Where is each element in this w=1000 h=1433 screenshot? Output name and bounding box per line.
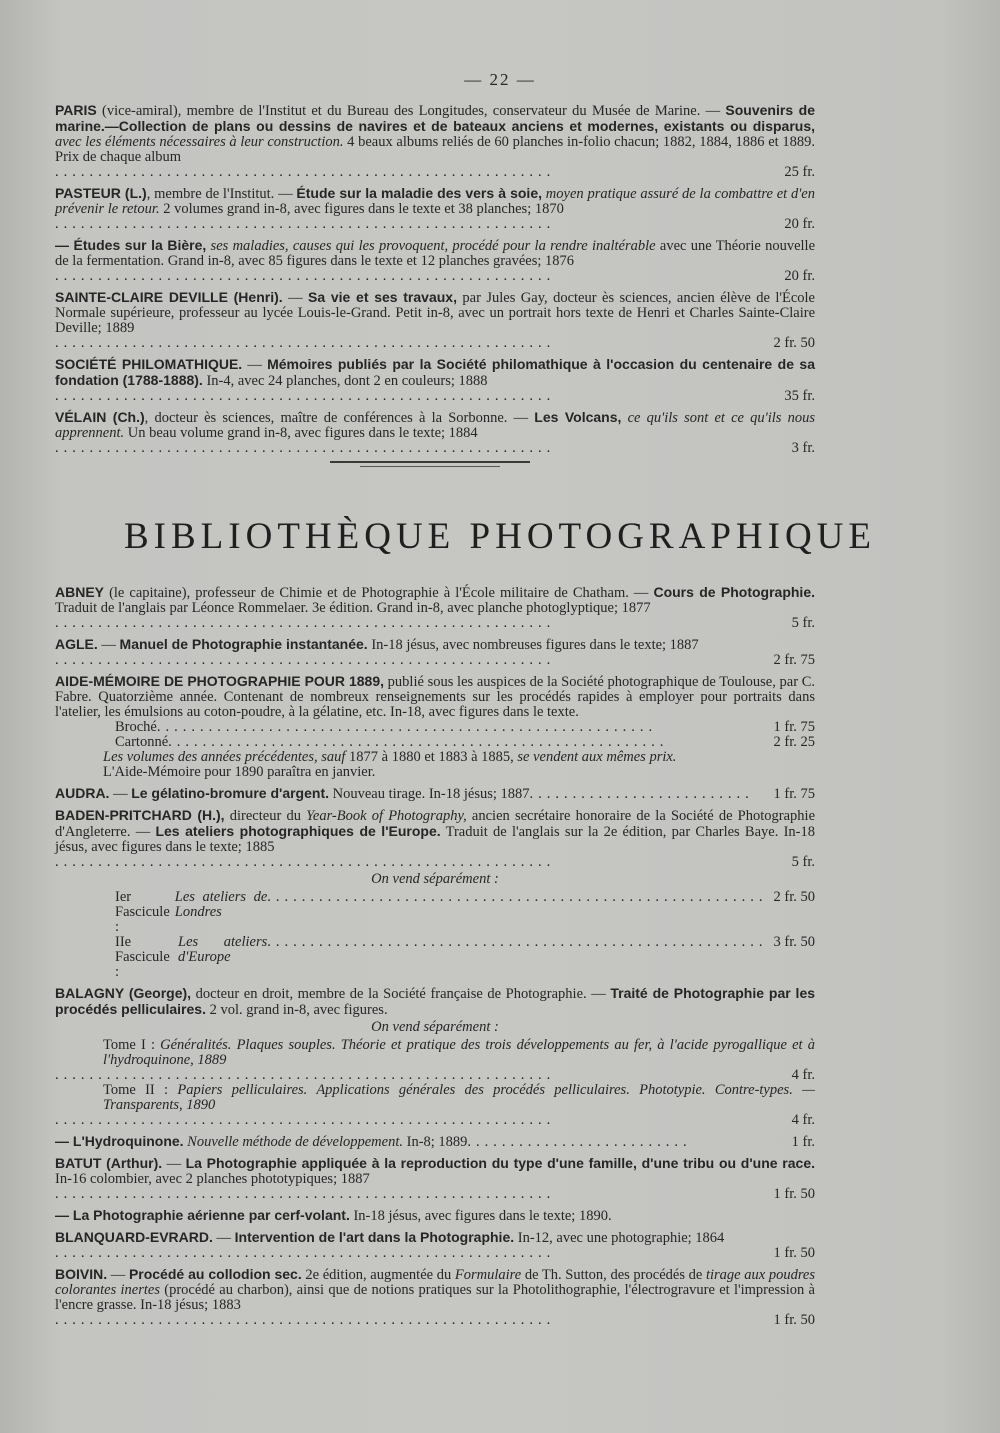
entry-title: Les ateliers photographiques de l'Europe.: [155, 823, 441, 839]
binding-option-broche: Broché .......................................................... 1 fr. 75: [115, 719, 815, 735]
sold-separately-label: On vend séparément :: [371, 871, 499, 887]
entry-title: — La Photographie aérienne par cerf-volant.: [55, 1207, 350, 1223]
top-catalog-section: [55, 103, 815, 462]
entry-price: 2 fr. 50: [773, 889, 815, 905]
entry-price: 2 fr. 75: [773, 652, 815, 668]
entry-title: Souvenirs de marine.—Collection de plans ou dessins de navires et de bateaux anciens et modernes, existants ou disparus,: [55, 102, 815, 134]
volume-item: Tome II : Papiers pelliculaires. Applications générales des procédés pelliculaires. Phototypie. Contre-types. — Transparents, 1890: [103, 1082, 815, 1113]
entry-note: Les volumes des années précédentes, sauf 1877 à 1880 et 1883 à 1885, se vendent aux mêmes prix.: [103, 749, 677, 765]
entry-author: PASTEUR (L.): [55, 185, 147, 201]
entry-price: 20 fr.: [784, 268, 815, 284]
catalog-entry-pasteur: PASTEUR (L.), membre de l'Institut. — Étude sur la maladie des vers à soie, moyen pratique assuré de la combattre et d'en prévenir le retour. 2 volumes grand in-8, avec figures dans le texte et 38 planches; 1870 .......................................................... 20 fr.: [55, 185, 815, 232]
entry-price: 2 fr. 25: [773, 734, 815, 750]
entry-price: 1 fr. 50: [773, 1312, 815, 1328]
catalog-entry-balagny: BALAGNY (George), docteur en droit, membre de la Société française de Photographie. — Traité de Photographie par les procédés pelliculaires. 2 vol. grand in-8, avec figures. On vend séparément : Tome I : Généralités. Plaques souples. Théorie et pratique des trois développements au fer, à l'acide pyrogallique et à l'hydroquinone, 1889 .......................................................... 4 fr. Tome II : Papiers pelliculaires. Applications générales des procédés pelliculaires. Phototypie. Contre-types. — Transparents, 1890 .......................................................... 4 fr.: [55, 985, 816, 1128]
entry-note: L'Aide-Mémoire pour 1890 paraîtra en janvier.: [103, 764, 376, 780]
entry-price: 4 fr.: [791, 1067, 815, 1083]
entry-price: 20 fr.: [784, 216, 815, 232]
catalog-entry-hydroquinone: — L'Hydroquinone. Nouvelle méthode de développement. In-8; 1889 .......................... 1 fr.: [55, 1133, 815, 1150]
section-divider: [330, 461, 530, 463]
entry-author: AGLE.: [55, 636, 98, 652]
volume-item: Tome I : Généralités. Plaques souples. Théorie et pratique des trois développements au fer, à l'acide pyrogallique et à l'hydroquinone, 1889: [103, 1037, 815, 1068]
entry-title: Le gélatino-bromure d'argent.: [131, 785, 329, 801]
catalog-entry-velain: VÉLAIN (Ch.), docteur ès sciences, maître de conférences à la Sorbonne. — Les Volcans, ce qu'ils sont et ce qu'ils nous apprennent. Un beau volume grand in-8, avec figures dans le texte; 1884 .......................................................... 3 fr.: [55, 409, 816, 456]
entry-title: AIDE-MÉMOIRE DE PHOTOGRAPHIE POUR 1889,: [55, 673, 384, 689]
catalog-entry-abney: ABNEY (le capitaine), professeur de Chimie et de Photographie à l'École militaire de Chatham. — Cours de Photographie. Traduit de l'anglais par Léonce Rommelaer. 3e édition. Grand in-8, avec planche photoglyptique; 1877 .......................................................... 5 fr.: [55, 584, 815, 631]
entry-price: 5 fr.: [791, 854, 815, 870]
entry-author: BATUT (Arthur).: [55, 1155, 163, 1171]
entry-author: ABNEY: [55, 584, 105, 600]
entry-title: Les Volcans,: [534, 409, 622, 425]
entry-author: VÉLAIN (Ch.): [55, 409, 145, 425]
catalog-entry-boivin: BOIVIN. — Procédé au collodion sec. 2e édition, augmentée du Formulaire de Th. Sutton, des procédés de tirage aux poudres colorantes inertes (procédé au charbon), ainsi que de notions pratiques sur la Photolithographie, l'électrogravure et l'impression à l'encre grasse. In-18 jésus; 1883 .......................................................... 1 fr. 50: [55, 1266, 816, 1328]
entry-price: 5 fr.: [791, 615, 815, 631]
entry-price: 1 fr. 50: [773, 1186, 815, 1202]
catalog-entry-societe-philomathique: SOCIÉTÉ PHILOMATHIQUE. — Mémoires publiés par la Société philomathique à l'occasion du centenaire de sa fondation (1788-1888). In-4, avec 24 planches, dont 2 en couleurs; 1888 .......................................................... 35 fr.: [55, 356, 816, 404]
entry-title: Manuel de Photographie instantanée.: [119, 636, 368, 652]
fascicule-item: IIe Fascicule : Les ateliers d'Europe .......................................................... 3 fr. 50: [115, 934, 815, 980]
entry-title: Mémoires publiés par la Société philomathique à l'occasion du centenaire de sa fondation (1788-1888).: [55, 356, 816, 388]
entry-title: Cours de Photographie.: [653, 584, 815, 600]
entry-author: AUDRA.: [55, 785, 110, 801]
entry-price: 4 fr.: [791, 1112, 815, 1128]
binding-option-cartonne: Cartonné .......................................................... 2 fr. 25: [115, 734, 815, 750]
entry-title: Sa vie et ses travaux,: [308, 289, 457, 305]
entry-author: SAINTE-CLAIRE DEVILLE (Henri).: [55, 289, 283, 305]
entry-author: PARIS: [55, 102, 97, 118]
catalog-entry-batut: BATUT (Arthur). — La Photographie appliquée à la reproduction du type d'une famille, d'une tribu ou d'une race. In-16 colombier, avec 2 planches phototypiques; 1887 .......................................................... 1 fr. 50: [55, 1155, 815, 1202]
section-title: BIBLIOTHÈQUE PHOTOGRAPHIQUE: [124, 516, 876, 557]
page-number: — 22 —: [464, 70, 536, 89]
entry-author: BALAGNY (George),: [55, 985, 192, 1001]
entry-title: Étude sur la maladie des vers à soie,: [296, 185, 542, 201]
catalog-entry-paris: PARIS (vice-amiral), membre de l'Institut et du Bureau des Longitudes, conservateur du Musée de Marine. — Souvenirs de marine.—Collection de plans ou dessins de navires et de bateaux anciens et modernes, existants ou disparus, avec les éléments nécessaires à leur construction. 4 beaux albums reliés de 60 planches in-folio chacun; 1882, 1884, 1886 et 1889. Prix de chaque album .......................................................... 25 fr.: [55, 102, 815, 180]
photographic-library-section: [55, 585, 815, 1334]
entry-price: 3 fr.: [791, 440, 815, 456]
catalog-entry-batut-aerienne: — La Photographie aérienne par cerf-volant. In-18 jésus, avec figures dans le texte; 1890.: [55, 1207, 612, 1224]
entry-price: 2 fr. 50: [773, 335, 815, 351]
entry-title: Procédé au collodion sec.: [128, 1266, 302, 1282]
entry-author: BOIVIN.: [55, 1266, 108, 1282]
section-divider-thin: [360, 466, 500, 467]
entry-author: BLANQUARD-EVRARD.: [55, 1229, 213, 1245]
catalog-entry-pasteur-biere: — Études sur la Bière, ses maladies, causes qui les provoquent, procédé pour la rendre inaltérable avec une Théorie nouvelle de la fermentation. Grand in-8, avec 85 figures dans le texte et 12 planches gravées; 1876 .......................................................... 20 fr.: [55, 237, 816, 284]
entry-price: 3 fr. 50: [773, 934, 815, 950]
entry-title: La Photographie appliquée à la reproduction du type d'une famille, d'une tribu ou d'une race.: [185, 1155, 815, 1171]
entry-title: — Études sur la Bière,: [55, 237, 207, 253]
entry-price: 1 fr. 75: [773, 719, 815, 735]
catalog-entry-blanquard-evrard: BLANQUARD-EVRARD. — Intervention de l'art dans la Photographie. In-12, avec une photographie; 1864 .......................................................... 1 fr. 50: [55, 1229, 815, 1261]
entry-author: SOCIÉTÉ PHILOMATHIQUE.: [55, 356, 243, 372]
entry-price: 1 fr. 75: [773, 786, 815, 802]
entry-price: 35 fr.: [784, 388, 815, 404]
fascicule-item: Ier Fascicule : Les ateliers de Londres .......................................................... 2 fr. 50: [115, 889, 815, 935]
catalog-entry-aide-memoire: AIDE-MÉMOIRE DE PHOTOGRAPHIE POUR 1889, publié sous les auspices de la Société photographique de Toulouse, par C. Fabre. Quatorzième année. Contenant de nombreux renseignements sur les procédés rapides à employer pour portraits dans l'atelier, les émulsions au coton-poudre, à la gélatine, etc. In-18, avec figures dans le texte. Broché .......................................................... 1 fr. 75 Cartonné .......................................................... 2 fr. 25 Les volumes des années précédentes, sauf 1877 à 1880 et 1883 à 1885, se vendent aux mêmes prix. L'Aide-Mémoire pour 1890 paraîtra en janvier.: [55, 673, 815, 780]
catalog-entry-sainte-claire: SAINTE-CLAIRE DEVILLE (Henri). — Sa vie et ses travaux, par Jules Gay, docteur ès sciences, ancien élève de l'École Normale supérieure, professeur au lycée Louis-le-Grand. Petit in-8, avec un portrait hors texte de Henri et Charles Sainte-Claire Deville; 1889 .......................................................... 2 fr. 50: [55, 289, 815, 351]
entry-price: 1 fr.: [791, 1134, 815, 1150]
catalog-entry-agle: AGLE. — Manuel de Photographie instantanée. In-18 jésus, avec nombreuses figures dans le texte; 1887 .......................................................... 2 fr. 75: [55, 636, 815, 668]
entry-price: 25 fr.: [784, 164, 815, 180]
entry-author: BADEN-PRITCHARD (H.),: [55, 807, 225, 823]
entry-title: Traité de Photographie par les procédés pelliculaires.: [55, 985, 816, 1017]
entry-title: — L'Hydroquinone.: [55, 1133, 184, 1149]
catalog-entry-baden-pritchard: BADEN-PRITCHARD (H.), directeur du Year-Book of Photography, ancien secrétaire honoraire de la Société de Photographie d'Angleterre. — Les ateliers photographiques de l'Europe. Traduit de l'anglais sur la 2e édition, par Charles Baye. In-18 jésus, avec figures dans le texte; 1885 .......................................................... 5 fr. On vend séparément : Ier Fascicule : Les ateliers de Londres .......................................................... 2 fr. 50 IIe Fascicule : Les ateliers d'Europe .......................................................... 3 fr. 50: [55, 807, 816, 980]
entry-title: Intervention de l'art dans la Photographie.: [234, 1229, 515, 1245]
sold-separately-label: On vend séparément :: [371, 1019, 499, 1035]
catalog-entry-audra: AUDRA. — Le gélatino-bromure d'argent. Nouveau tirage. In-18 jésus; 1887 .......................... 1 fr. 75: [55, 785, 815, 802]
entry-price: 1 fr. 50: [773, 1245, 815, 1261]
